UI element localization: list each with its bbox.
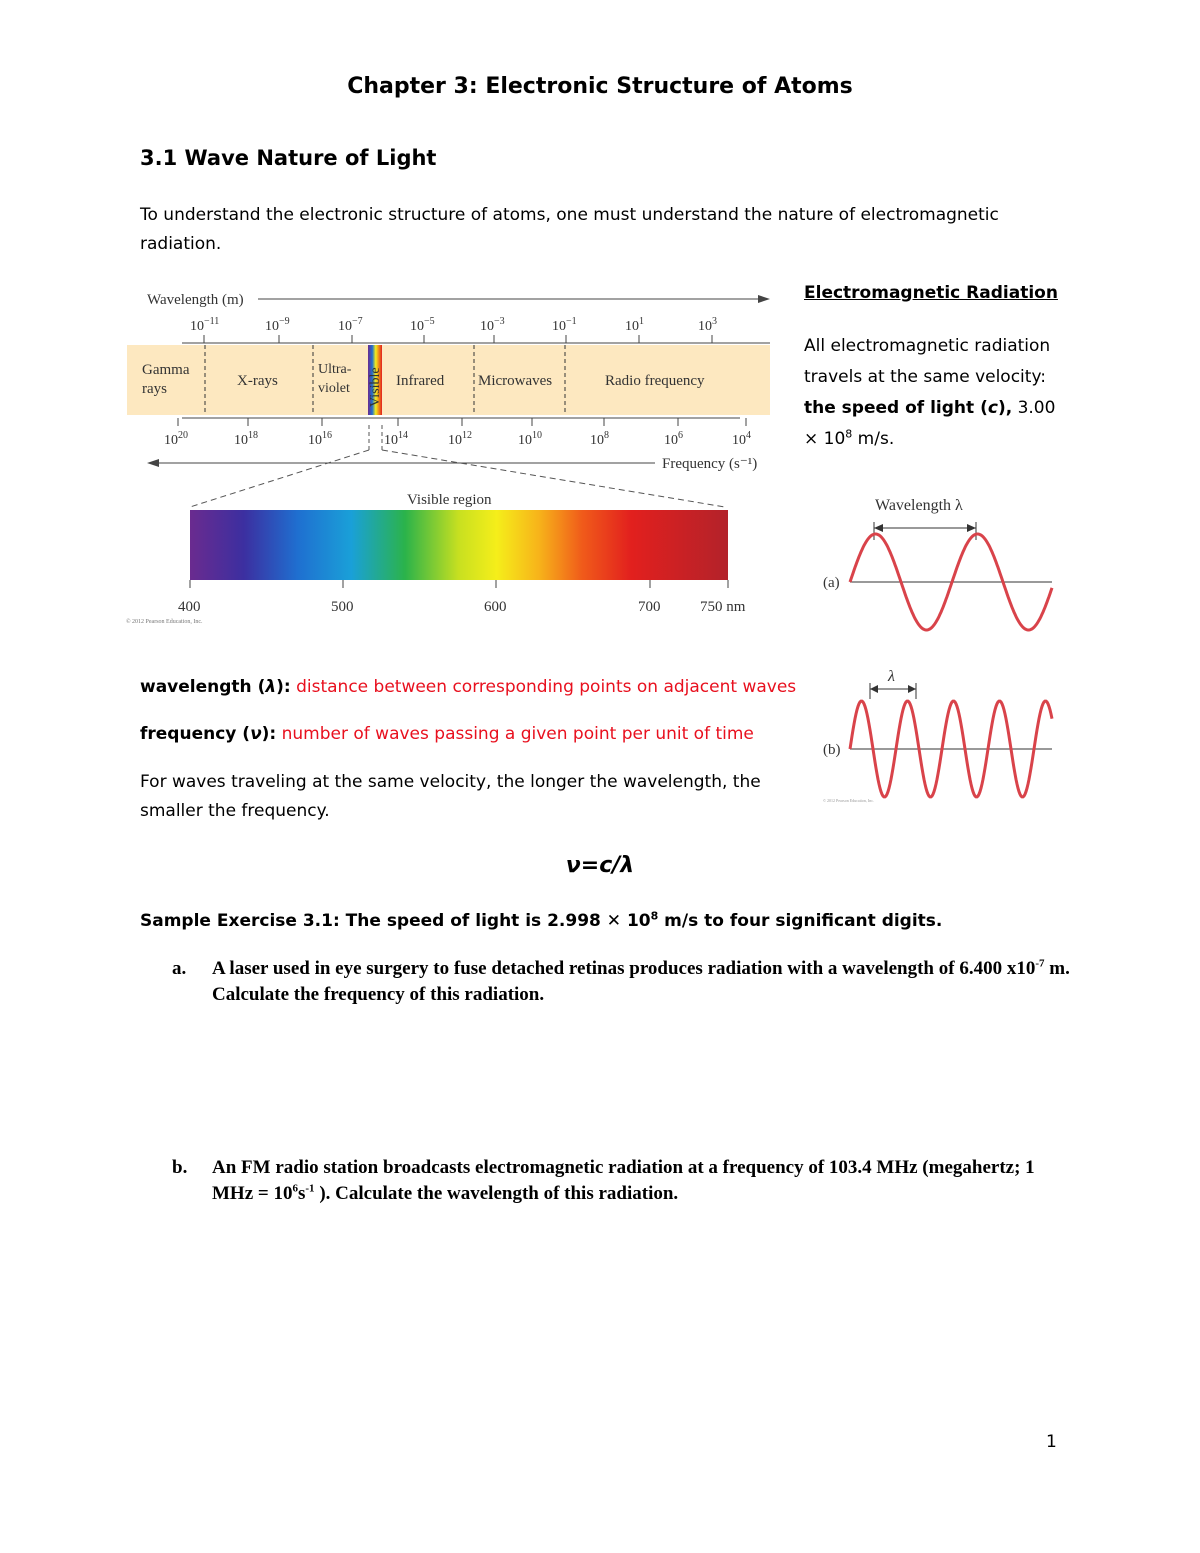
frequency-tick-label: $10^8$: [590, 430, 609, 448]
frequency-term-end: ):: [261, 724, 277, 744]
times-symbol: ✕: [606, 911, 622, 931]
visible-tick: 750 nm: [700, 599, 746, 615]
rays-label: rays: [142, 381, 167, 397]
visible-label: Visible: [368, 367, 383, 407]
em-speed-exponent: 8: [845, 427, 853, 441]
em-spectrum-figure: [120, 285, 790, 630]
visible-tick: 700: [638, 599, 661, 615]
question-a-text: A laser used in eye surgery to fuse detached retinas produces radiation with a wavelength of 6.400 x10: [212, 958, 1036, 979]
em-box-title: Electromagnetic Radiation: [804, 283, 1058, 303]
label-a: (a): [823, 575, 840, 591]
em-box-body: [804, 331, 1074, 455]
question-a: [172, 956, 1072, 1016]
frequency-tick-label: $10^{14}$: [384, 430, 408, 448]
wavelength-tick-label: $10^{-5}$: [410, 316, 435, 334]
frequency-tick-label: $10^4$: [732, 430, 751, 448]
question-b-exponent2: -1: [305, 1182, 315, 1195]
ultra-label: Ultra-: [318, 362, 352, 377]
xrays-label: X-rays: [237, 373, 278, 389]
wavelength-definition: [140, 677, 796, 697]
chapter-title: Chapter 3: Electronic Structure of Atoms: [347, 74, 853, 99]
wavelength-lambda-label: Wavelength λ: [875, 497, 963, 514]
sample-ten: 10: [621, 911, 651, 931]
frequency-axis-label: Frequency (s⁻¹): [662, 456, 758, 472]
frequency-definition-text: number of waves passing a given point per unit of time: [276, 724, 754, 744]
em-c-symbol: c: [987, 398, 998, 418]
question-b-text: An FM radio station broadcasts electromagnetic radiation at a frequency of 103.4 MHz (megahertz; 1 MHz = 10: [212, 1157, 1035, 1204]
frequency-term: frequency (: [140, 724, 251, 744]
intro-paragraph: To understand the electronic structure of atoms, one must understand the nature of electromagnetic radiation.: [140, 205, 999, 254]
label-b: (b): [823, 742, 841, 758]
wavelength-symbol: λ: [265, 677, 277, 697]
frequency-tick-label: $10^{10}$: [518, 430, 542, 448]
wavelength-ticks: [190, 316, 717, 343]
wavelength-tick-label: $10^3$: [698, 316, 717, 334]
visible-tick: 500: [331, 599, 354, 615]
waves-paragraph: For waves traveling at the same velocity, the longer the wavelength, the smaller the frequency.: [140, 772, 761, 821]
question-b-unit: s: [297, 1183, 306, 1204]
question-letter: b.: [172, 1157, 188, 1178]
wavelength-tick-label: $10^1$: [625, 316, 644, 334]
visible-tick: 600: [484, 599, 507, 615]
question-a-exponent: -7: [1035, 957, 1045, 970]
wavelength-definition-text: distance between corresponding points on adjacent waves: [290, 677, 797, 697]
lambda-symbol: λ: [888, 668, 895, 685]
frequency-ticks: [164, 418, 751, 448]
visible-spectrum-bar: [190, 510, 728, 580]
wavelength-tick-label: $10^{-7}$: [338, 316, 363, 334]
wavelength-tick-label: $10^{-1}$: [552, 316, 577, 334]
wave-diagram-a: [820, 490, 1060, 640]
sample-exponent: 8: [650, 909, 659, 923]
question-letter: a.: [172, 958, 187, 979]
page-number: 1: [1046, 1432, 1057, 1452]
gamma-label: Gamma: [142, 362, 190, 378]
question-a-text-end: m. Calculate the frequency of this radiation.: [212, 958, 1070, 1005]
wavelength-tick-label: $10^{-9}$: [265, 316, 290, 334]
frequency-definition: [140, 724, 754, 744]
radio-label: Radio frequency: [605, 373, 705, 389]
sample-text-start: Sample Exercise 3.1: The speed of light is 2.998: [140, 911, 607, 931]
em-box-line1: All electromagnetic radiation travels at the same velocity:: [804, 336, 1051, 387]
frequency-formula: ν=c/λ: [565, 853, 635, 878]
em-speed-label: the speed of light (: [804, 398, 988, 418]
wave-diagram-b: [820, 665, 1060, 815]
em-speed-value: 3.00 × 10: [804, 398, 1056, 449]
spectrum-copyright: © 2012 Pearson Education, Inc.: [126, 619, 203, 625]
microwaves-label: Microwaves: [478, 373, 553, 389]
sample-text-end: m/s to four significant digits.: [658, 911, 943, 931]
wavelength-tick-label: $10^{-3}$: [480, 316, 505, 334]
frequency-tick-label: $10^{20}$: [164, 430, 188, 448]
wave-copyright: © 2012 Pearson Education, Inc.: [823, 798, 875, 803]
infrared-label: Infrared: [396, 373, 445, 389]
frequency-tick-label: $10^6$: [664, 430, 683, 448]
visible-tick: 400: [178, 599, 201, 615]
wavelength-term-end: ):: [276, 677, 291, 697]
wavelength-term: wavelength (: [140, 677, 266, 697]
em-speed-label-end: ),: [997, 398, 1013, 418]
wavelength-axis-label: Wavelength (m): [147, 292, 244, 308]
section-title: 3.1 Wave Nature of Light: [140, 146, 437, 170]
question-b-text-end: ). Calculate the wavelength of this radiation.: [314, 1183, 679, 1204]
frequency-tick-label: $10^{12}$: [448, 430, 472, 448]
frequency-symbol: ν: [250, 724, 262, 744]
violet-label: violet: [318, 381, 350, 396]
question-b: [172, 1155, 1072, 1215]
frequency-tick-label: $10^{18}$: [234, 430, 258, 448]
frequency-tick-label: $10^{16}$: [308, 430, 332, 448]
visible-region-label: Visible region: [407, 492, 492, 508]
wavelength-tick-label: $10^{-11}$: [190, 316, 220, 334]
em-speed-unit: m/s.: [852, 429, 895, 449]
sample-exercise: [140, 911, 942, 931]
question-b-exponent: 6: [292, 1182, 298, 1195]
